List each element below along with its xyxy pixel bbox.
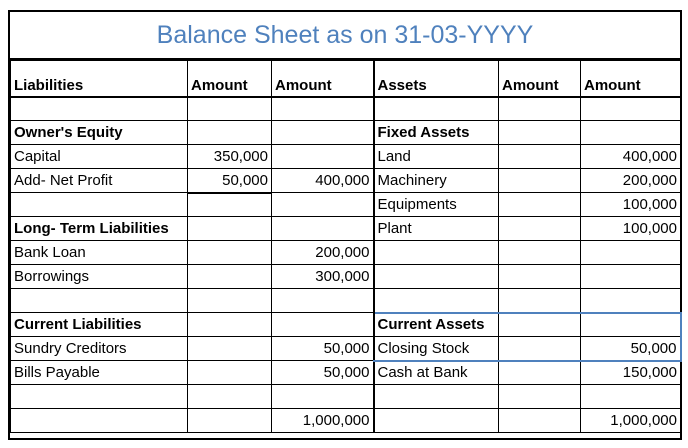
cell — [188, 337, 272, 361]
cell — [272, 217, 374, 241]
cell — [499, 409, 581, 433]
cell — [11, 289, 188, 313]
cell — [272, 121, 374, 145]
cell — [188, 241, 272, 265]
cell — [499, 97, 581, 121]
cell: 50,000 — [581, 337, 681, 361]
cell: Add- Net Profit — [11, 169, 188, 193]
cell: Bills Payable — [11, 361, 188, 385]
cell — [581, 289, 681, 313]
balance-table — [10, 60, 682, 433]
cell — [188, 313, 272, 337]
table-row — [11, 97, 681, 121]
cell — [499, 121, 581, 145]
cell — [499, 385, 581, 409]
cell: 400,000 — [272, 169, 374, 193]
cell: Equipments — [374, 193, 499, 217]
cell: 50,000 — [188, 169, 272, 193]
section-owners-equity: Owner's Equity — [11, 121, 188, 145]
cell — [581, 385, 681, 409]
cell — [188, 97, 272, 121]
cell — [11, 385, 188, 409]
sheet-title: Balance Sheet as on 31-03-YYYY — [10, 12, 680, 60]
section-fixed-assets: Fixed Assets — [374, 121, 499, 145]
table-row — [11, 193, 681, 217]
cell — [188, 361, 272, 385]
cell: 50,000 — [272, 337, 374, 361]
table-row — [11, 217, 681, 241]
table-row — [11, 385, 681, 409]
cell: 350,000 — [188, 145, 272, 169]
cell — [374, 289, 499, 313]
cell — [188, 265, 272, 289]
table-row — [11, 241, 681, 265]
table-row — [11, 145, 681, 169]
cell — [581, 265, 681, 289]
cell — [499, 361, 581, 385]
cell — [581, 313, 681, 337]
cell: Borrowings — [11, 265, 188, 289]
cell — [374, 97, 499, 121]
cell: Sundry Creditors — [11, 337, 188, 361]
cell — [188, 385, 272, 409]
liabilities-total: 1,000,000 — [272, 409, 374, 433]
cell — [374, 265, 499, 289]
section-current-liabilities: Current Liabilities — [11, 313, 188, 337]
cell — [499, 193, 581, 217]
cell — [581, 121, 681, 145]
cell: 100,000 — [581, 193, 681, 217]
cell — [499, 241, 581, 265]
cell — [499, 169, 581, 193]
balance-sheet — [8, 10, 682, 440]
cell — [374, 385, 499, 409]
section-current-assets: Current Assets — [374, 313, 499, 337]
header-assets: Assets — [374, 61, 499, 97]
cell — [272, 97, 374, 121]
header-amount-1: Amount — [188, 61, 272, 97]
cell — [374, 241, 499, 265]
cell — [188, 409, 272, 433]
cell: Capital — [11, 145, 188, 169]
cell — [499, 337, 581, 361]
cell — [11, 409, 188, 433]
cell — [272, 289, 374, 313]
cell — [272, 313, 374, 337]
cell: 400,000 — [581, 145, 681, 169]
table-row — [11, 265, 681, 289]
cell — [188, 289, 272, 313]
cell — [499, 217, 581, 241]
cell — [272, 193, 374, 217]
cell — [11, 193, 188, 217]
cell — [499, 265, 581, 289]
section-long-term-liabilities: Long- Term Liabilities — [11, 217, 188, 241]
cell — [581, 241, 681, 265]
cell — [188, 217, 272, 241]
cell: 50,000 — [272, 361, 374, 385]
table-row — [11, 361, 681, 385]
cell: Plant — [374, 217, 499, 241]
header-row — [11, 61, 681, 97]
cell: 300,000 — [272, 265, 374, 289]
cell: Land — [374, 145, 499, 169]
header-liabilities: Liabilities — [11, 61, 188, 97]
cell: Machinery — [374, 169, 499, 193]
table-row — [11, 289, 681, 313]
cell: Closing Stock — [374, 337, 499, 361]
cell: 200,000 — [272, 241, 374, 265]
table-row — [11, 121, 681, 145]
cell — [188, 193, 272, 217]
table-row — [11, 169, 681, 193]
cell: 150,000 — [581, 361, 681, 385]
cell: Bank Loan — [11, 241, 188, 265]
cell — [272, 145, 374, 169]
cell — [499, 289, 581, 313]
assets-total: 1,000,000 — [581, 409, 681, 433]
cell — [499, 145, 581, 169]
total-row — [11, 409, 681, 433]
header-amount-3: Amount — [499, 61, 581, 97]
cell — [188, 121, 272, 145]
cell — [11, 97, 188, 121]
cell: Cash at Bank — [374, 361, 499, 385]
header-amount-4: Amount — [581, 61, 681, 97]
cell: 100,000 — [581, 217, 681, 241]
cell — [374, 409, 499, 433]
cell: 200,000 — [581, 169, 681, 193]
cell — [499, 313, 581, 337]
table-row — [11, 337, 681, 361]
cell — [581, 97, 681, 121]
table-row — [11, 313, 681, 337]
header-amount-2: Amount — [272, 61, 374, 97]
cell — [272, 385, 374, 409]
